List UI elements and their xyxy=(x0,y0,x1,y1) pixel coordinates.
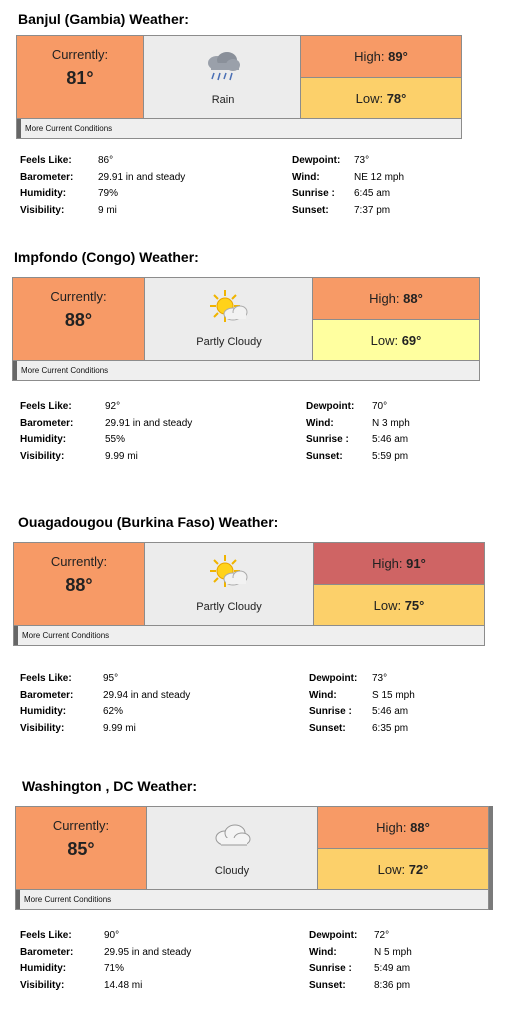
condition-panel xyxy=(145,543,313,626)
dewpoint-label: Dewpoint: xyxy=(309,673,358,684)
feels-like-value: 95° xyxy=(103,673,119,684)
dewpoint-value: 72° xyxy=(374,930,390,941)
sunset-label: Sunset: xyxy=(292,205,329,216)
low-label: Low: xyxy=(377,862,406,877)
barometer-value: 29.95 in and steady xyxy=(104,947,192,958)
low-temp-box xyxy=(300,78,461,119)
wind-value: N 3 mph xyxy=(372,418,410,429)
low-temp-box xyxy=(317,849,488,890)
humidity-value: 55% xyxy=(105,434,126,445)
humidity-label: Humidity: xyxy=(20,706,67,717)
high-label: High: xyxy=(372,556,403,571)
wind-value: N 5 mph xyxy=(374,947,412,958)
current-panel xyxy=(16,807,147,890)
humidity-value: 79% xyxy=(98,188,119,199)
current-panel xyxy=(14,543,145,626)
sunrise-label: Sunrise : xyxy=(309,963,352,974)
low-temperature: 75° xyxy=(404,598,425,613)
condition-text: Partly Cloudy xyxy=(196,336,262,348)
current-temperature: 88° xyxy=(64,310,93,330)
low-temp-box xyxy=(312,320,479,361)
high-temperature: 91° xyxy=(406,556,426,571)
city-section-ouagadougou xyxy=(0,505,527,755)
dewpoint-label: Dewpoint: xyxy=(309,930,358,941)
currently-label: Currently: xyxy=(50,554,108,569)
visibility-label: Visibility: xyxy=(20,205,65,216)
high-label: High: xyxy=(369,291,400,306)
cloudy-icon xyxy=(211,821,253,851)
wind-label: Wind: xyxy=(309,690,337,701)
dewpoint-label: Dewpoint: xyxy=(306,401,355,412)
weather-card xyxy=(13,542,485,646)
humidity-value: 62% xyxy=(103,706,124,717)
visibility-value: 9 mi xyxy=(98,205,117,216)
city-title: Banjul (Gambia) Weather: xyxy=(18,11,189,27)
feels-like-value: 90° xyxy=(104,930,120,941)
sunrise-label: Sunrise : xyxy=(306,434,349,445)
dewpoint-value: 73° xyxy=(354,155,370,166)
condition-text: Partly Cloudy xyxy=(196,601,262,613)
feels-like-value: 86° xyxy=(98,155,114,166)
wind-value: NE 12 mph xyxy=(354,172,405,183)
high-temp-box xyxy=(300,36,461,78)
wind-label: Wind: xyxy=(292,172,320,183)
sunset-label: Sunset: xyxy=(309,980,346,991)
humidity-value: 71% xyxy=(104,963,125,974)
condition-text: Cloudy xyxy=(214,865,250,877)
current-panel xyxy=(17,36,144,119)
city-title: Ouagadougou (Burkina Faso) Weather: xyxy=(18,514,279,530)
condition-text: Rain xyxy=(211,94,235,106)
sunset-value: 8:36 pm xyxy=(374,980,411,991)
high-temperature: 88° xyxy=(410,820,430,835)
more-current-conditions-link[interactable]: More Current Conditions xyxy=(17,118,461,138)
sunset-label: Sunset: xyxy=(306,451,343,462)
low-temperature: 72° xyxy=(408,862,429,877)
feels-like-label: Feels Like: xyxy=(20,155,72,166)
more-current-conditions-link[interactable]: More Current Conditions xyxy=(16,889,488,909)
currently-label: Currently: xyxy=(51,47,109,62)
visibility-value: 9.99 mi xyxy=(105,451,138,462)
dewpoint-value: 70° xyxy=(372,401,388,412)
sunset-value: 6:35 pm xyxy=(372,723,409,734)
barometer-label: Barometer: xyxy=(20,690,74,701)
barometer-value: 29.91 in and steady xyxy=(105,418,193,429)
currently-label: Currently: xyxy=(50,289,107,304)
condition-panel xyxy=(147,807,317,890)
dewpoint-value: 73° xyxy=(372,673,388,684)
visibility-label: Visibility: xyxy=(20,451,65,462)
barometer-label: Barometer: xyxy=(20,172,74,183)
sunset-value: 5:59 pm xyxy=(372,451,409,462)
sunrise-value: 6:45 am xyxy=(354,188,391,199)
current-panel xyxy=(13,278,145,361)
high-temp-box xyxy=(312,278,479,320)
weather-card xyxy=(15,806,489,910)
barometer-label: Barometer: xyxy=(20,947,74,958)
visibility-label: Visibility: xyxy=(20,980,65,991)
city-section-impfondo xyxy=(0,240,527,490)
high-label: High: xyxy=(354,49,385,64)
sunset-value: 7:37 pm xyxy=(354,205,391,216)
low-temp-box xyxy=(313,585,484,626)
condition-panel xyxy=(145,278,313,361)
partly-cloudy-icon xyxy=(208,288,250,326)
sunrise-value: 5:46 am xyxy=(372,434,409,445)
sunrise-value: 5:49 am xyxy=(374,963,411,974)
more-current-conditions-link[interactable]: More Current Conditions xyxy=(13,360,479,380)
visibility-value: 9.99 mi xyxy=(103,723,136,734)
current-temperature: 88° xyxy=(65,575,93,595)
low-temperature: 69° xyxy=(401,333,422,348)
high-temperature: 89° xyxy=(388,49,408,64)
city-title: Impfondo (Congo) Weather: xyxy=(14,249,199,265)
humidity-label: Humidity: xyxy=(20,188,67,199)
sunrise-label: Sunrise : xyxy=(309,706,352,717)
high-label: High: xyxy=(376,820,407,835)
feels-like-value: 92° xyxy=(105,401,121,412)
high-temp-box xyxy=(313,543,484,585)
wind-label: Wind: xyxy=(309,947,337,958)
low-temperature: 78° xyxy=(386,91,407,106)
weather-card xyxy=(16,35,462,139)
condition-panel xyxy=(144,36,302,119)
low-label: Low: xyxy=(355,91,384,106)
feels-like-label: Feels Like: xyxy=(20,930,72,941)
barometer-value: 29.94 in and steady xyxy=(103,690,191,701)
barometer-value: 29.91 in and steady xyxy=(98,172,186,183)
barometer-label: Barometer: xyxy=(20,418,74,429)
visibility-label: Visibility: xyxy=(20,723,65,734)
city-title: Washington , DC Weather: xyxy=(22,778,197,794)
weather-card xyxy=(12,277,480,381)
sunrise-value: 5:46 am xyxy=(372,706,409,717)
high-temp-box xyxy=(317,807,488,849)
visibility-value: 14.48 mi xyxy=(104,980,143,991)
current-temperature: 81° xyxy=(66,68,94,88)
partly-cloudy-icon xyxy=(208,553,250,591)
more-current-conditions-link[interactable]: More Current Conditions xyxy=(14,625,484,645)
sunrise-label: Sunrise : xyxy=(292,188,335,199)
wind-label: Wind: xyxy=(306,418,334,429)
feels-like-label: Feels Like: xyxy=(20,401,72,412)
low-label: Low: xyxy=(370,333,399,348)
current-temperature: 85° xyxy=(67,839,95,859)
humidity-label: Humidity: xyxy=(20,434,67,445)
currently-label: Currently: xyxy=(52,818,110,833)
feels-like-label: Feels Like: xyxy=(20,673,72,684)
rain-cloud-icon xyxy=(203,50,243,84)
dewpoint-label: Dewpoint: xyxy=(292,155,341,166)
humidity-label: Humidity: xyxy=(20,963,67,974)
high-temperature: 88° xyxy=(403,291,423,306)
low-label: Low: xyxy=(373,598,402,613)
city-section-washington xyxy=(0,770,527,1020)
wind-value: S 15 mph xyxy=(372,690,415,701)
city-section-banjul xyxy=(0,0,527,250)
sunset-label: Sunset: xyxy=(309,723,346,734)
